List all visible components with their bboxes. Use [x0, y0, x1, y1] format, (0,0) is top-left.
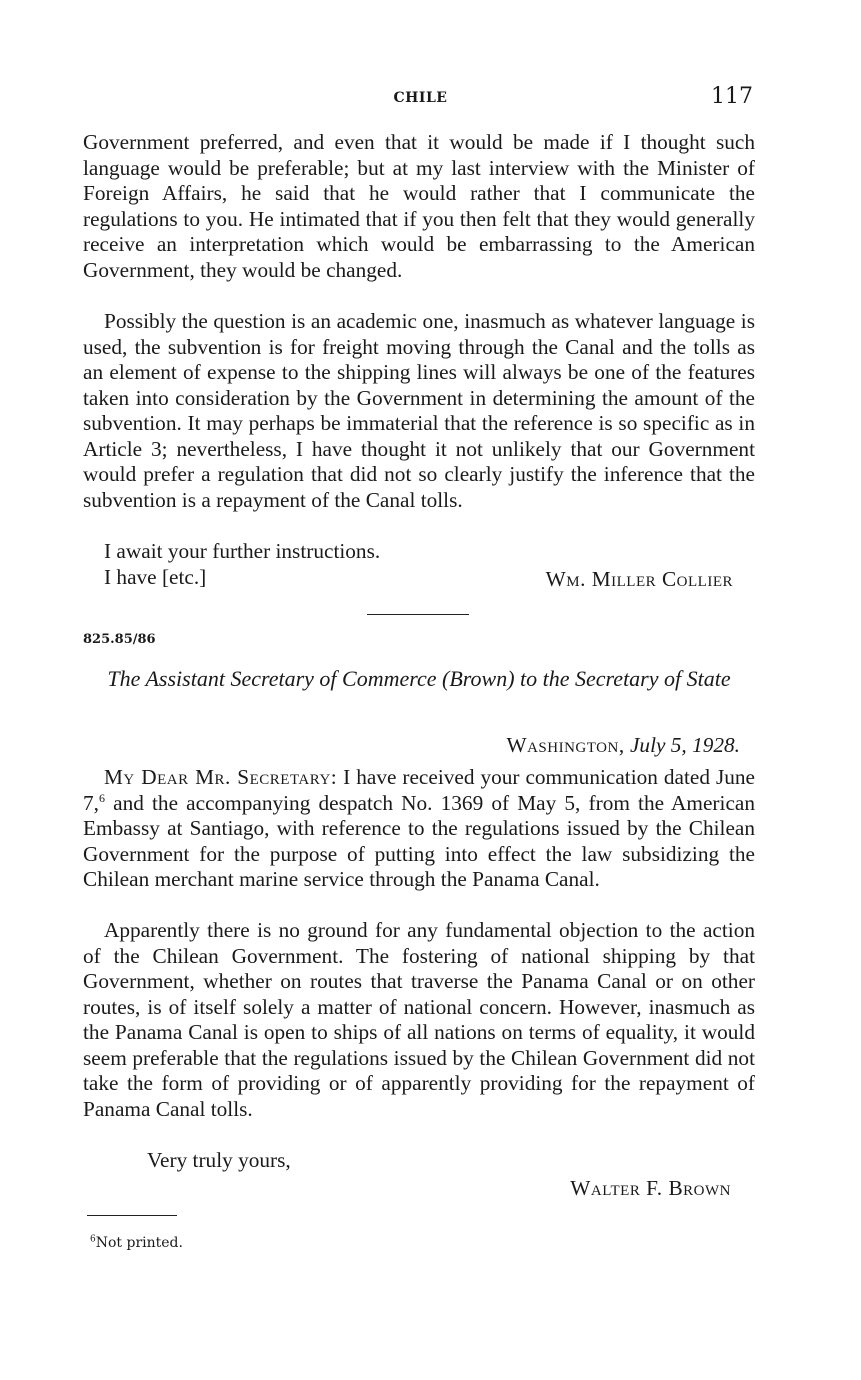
- dateline-place: Washington,: [506, 733, 625, 757]
- letter1-paragraph-3-text: I await your further instructions.: [104, 539, 381, 563]
- letter1-paragraph-1-text: Government preferred, and even that it would be made if I thought such language would be preferable; but at my last interview with the Minister of Foreign Affairs, he said that he would rather that I communicate the regulations to you. He intimated that if you then felt that they would generally receive an interpretation which would be embarrassing to the American Government, they would be changed.: [83, 130, 755, 282]
- footnote-text: Not printed.: [95, 1235, 183, 1251]
- letter2-paragraph-1: [83, 765, 755, 893]
- page-number: 117: [711, 84, 753, 109]
- letter2-paragraph-2-text: Apparently there is no ground for any fundamental objection to the action of the Chilean Government. The fostering of national shipping by that Government, whether on routes that traverse the Panama Canal or on other routes, is of itself solely a matter of national concern. However, inasmuch as the Panama Canal is open to ships of all nations on terms of equality, it would seem preferable that the regulations issued by the Chilean Government did not take the form of providing or of apparently providing for the repayment of Panama Canal tolls.: [83, 918, 755, 1121]
- footnote-rule: [87, 1215, 177, 1216]
- running-head: [0, 86, 861, 116]
- letter1-paragraph-2-text: Possibly the question is an academic one, inasmuch as whatever language is used, the subvention is for freight moving through the Canal and the tolls as an element of expense to the shipping lines will always be one of the features taken into consideration by the Government in determining the amount of the subvention. It may perhaps be immaterial that the reference is so specific as in Article 3; nevertheless, I have thought it not unlikely that our Government would prefer a regulation that did not so clearly justify the inference that the subvention is a repayment of the Canal tolls.: [83, 309, 755, 512]
- letter2-signature: Walter F. Brown: [570, 1176, 731, 1200]
- running-title: CHILE: [393, 90, 448, 106]
- letter2-paragraph-1-part2: and the accompanying despatch No. 1369 of May 5, from the American Embassy at Santiago, with reference to the regulations issued by the Chilean Government for the purpose of putting into effect the law subsidizing the Chilean merchant marine service through the Panama Canal.: [83, 790, 755, 891]
- salutation: My Dear Mr. Secretary:: [104, 765, 338, 789]
- document-heading: The Assistant Secretary of Commerce (Brown) to the Secretary of State: [107, 666, 731, 691]
- letter1-complimentary-close: I have [etc.]: [104, 565, 207, 589]
- letter1-paragraph-2: [83, 309, 755, 513]
- letter2-paragraph-1-part1: I have received your communication dated June 7,: [83, 765, 756, 815]
- section-divider: [367, 614, 469, 615]
- letter1-signature: Wm. Miller Collier: [545, 567, 733, 591]
- letter1-paragraph-3: [83, 539, 755, 565]
- letter1-signature-line: [83, 565, 733, 591]
- footnote-reference: 6: [98, 790, 105, 805]
- letter1-paragraph-1: [83, 130, 755, 283]
- letter2-paragraph-1-text: [83, 765, 755, 893]
- file-number: 825.85/86: [83, 632, 156, 647]
- footnote-marker: 6: [90, 1234, 96, 1245]
- dateline-date: July 5, 1928.: [629, 733, 740, 757]
- letter2-paragraph-2: [83, 918, 755, 1122]
- footnote: [90, 1235, 183, 1251]
- letter2-closing: Very truly yours,: [147, 1148, 291, 1172]
- dateline: [507, 733, 741, 758]
